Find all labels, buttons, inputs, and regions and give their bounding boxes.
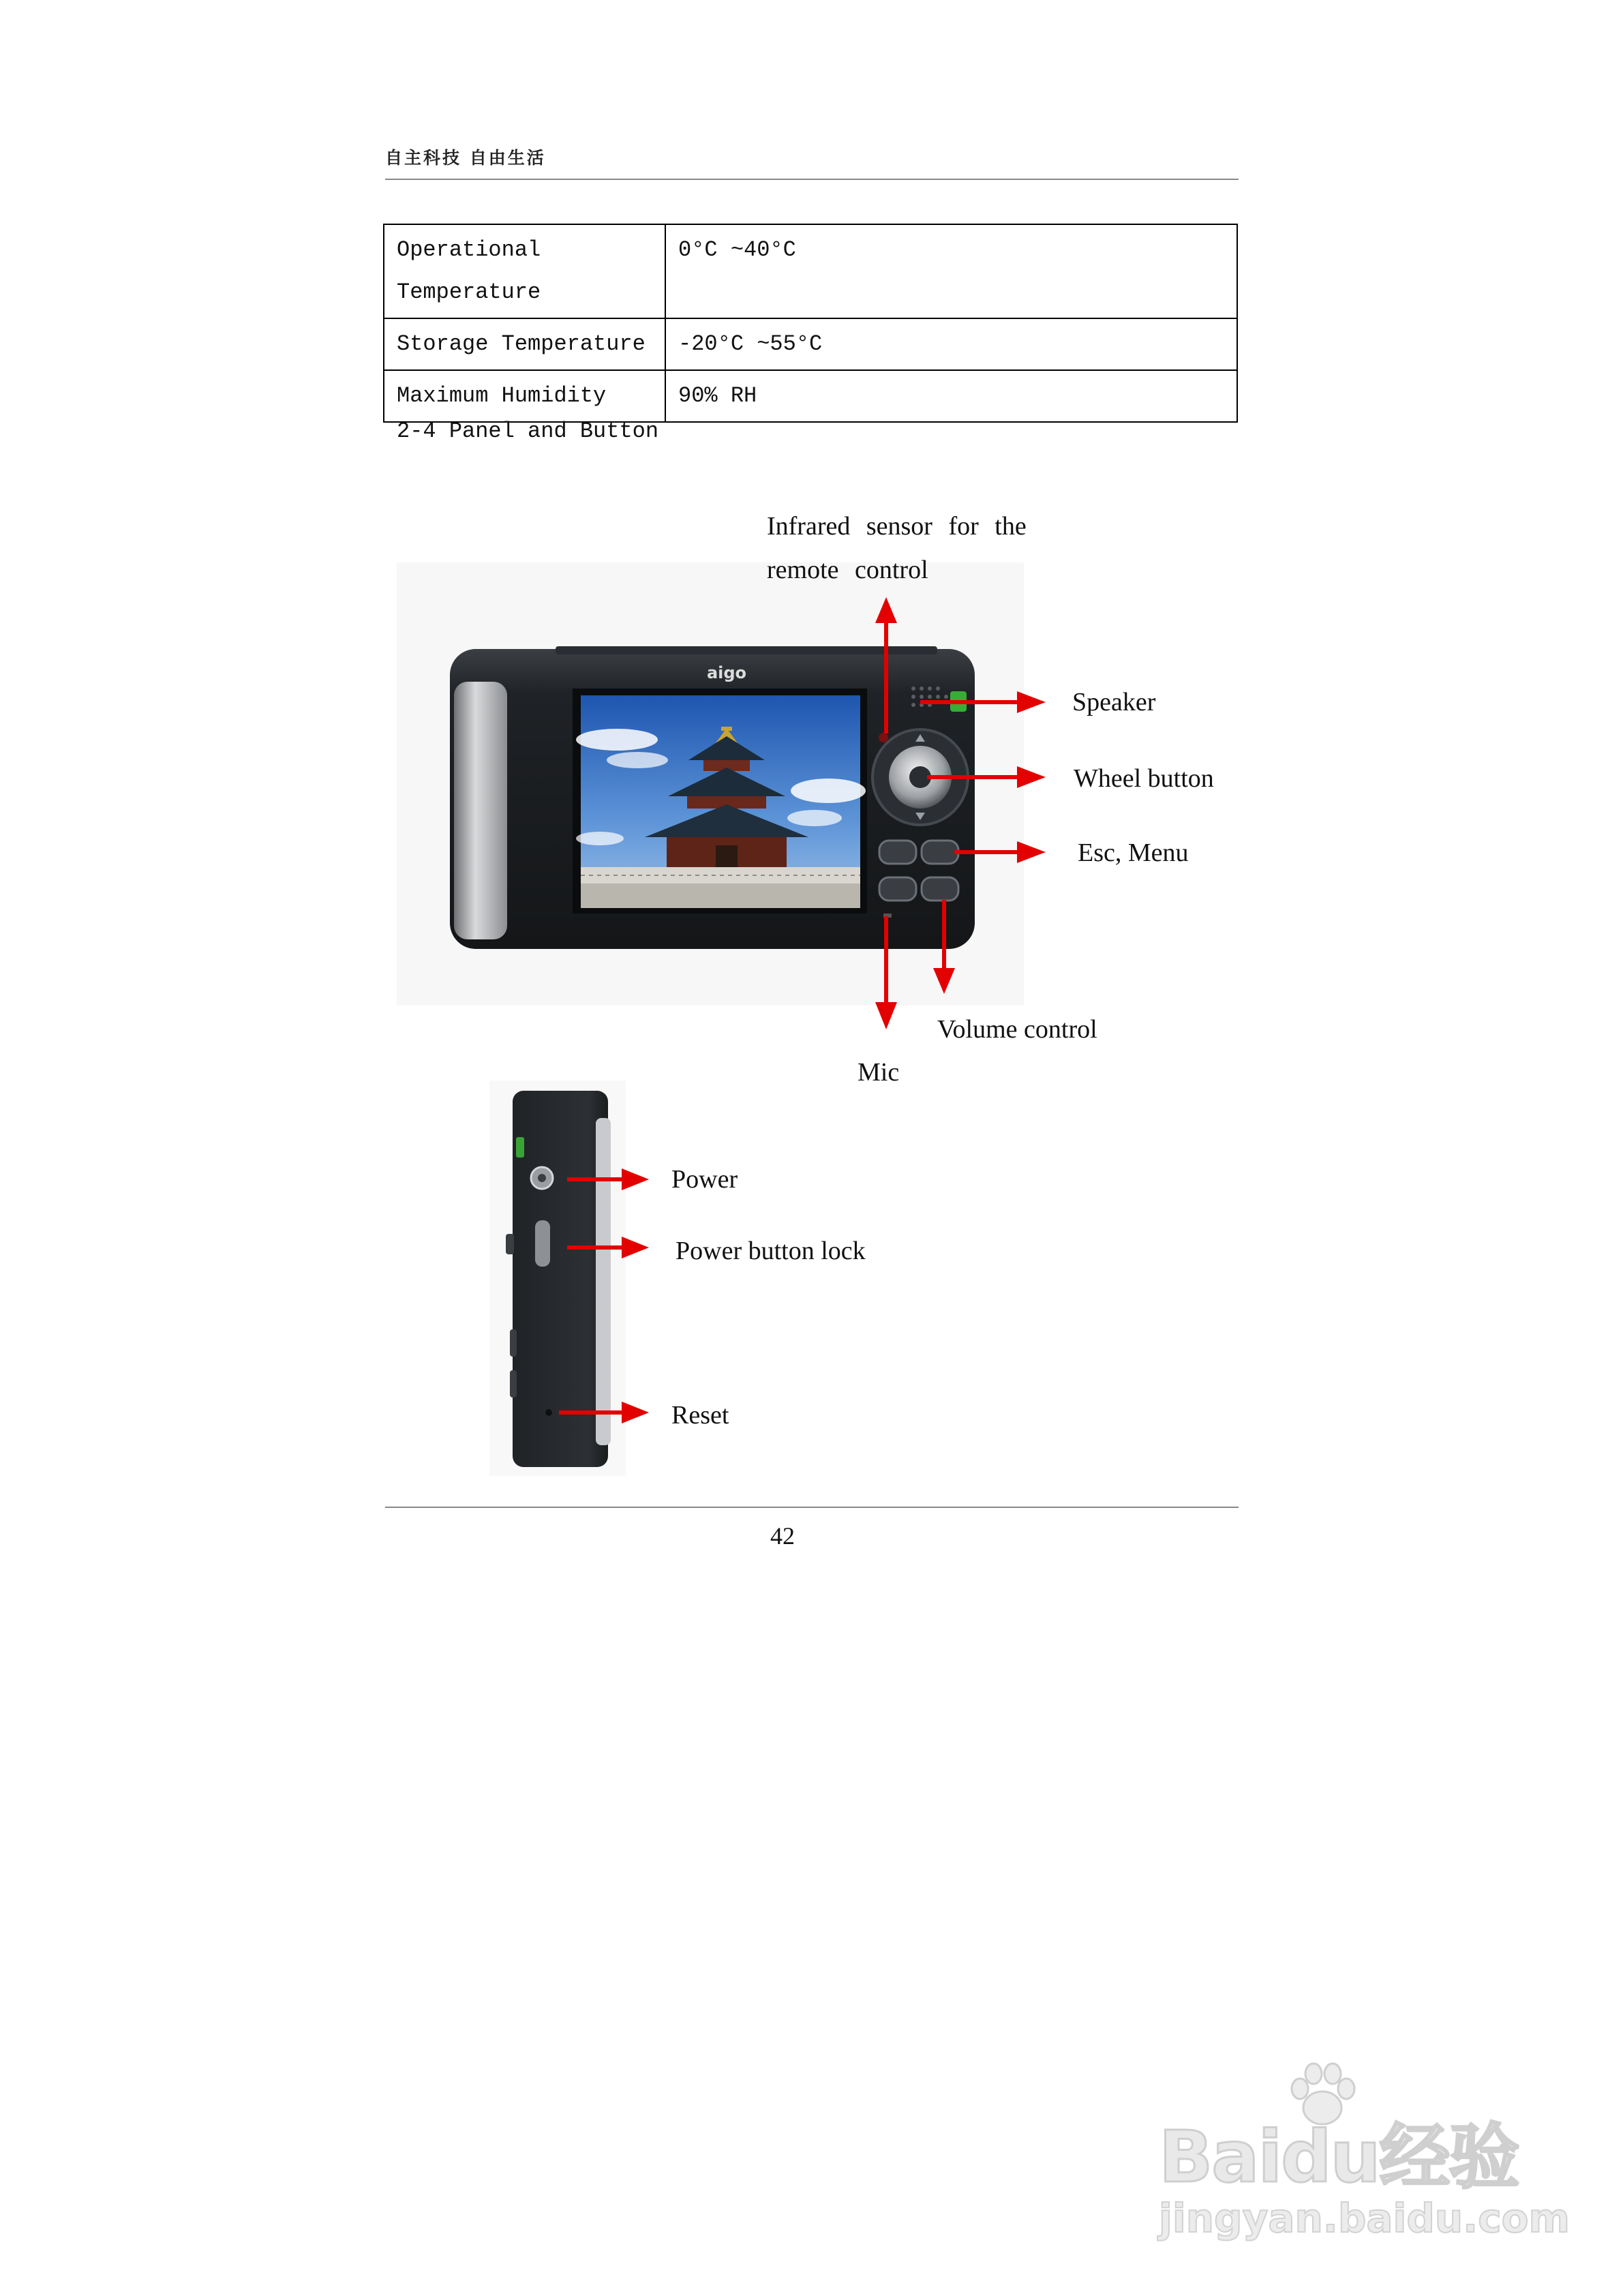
header-slogan: 自主科技 自由生活 xyxy=(385,148,546,168)
baidu-watermark xyxy=(1159,2059,1570,2256)
label-mic: Mic xyxy=(858,1058,900,1087)
watermark-brand: Baidu经验 xyxy=(1159,2115,1519,2199)
watermark-url: jingyan.baidu.com xyxy=(1159,2195,1570,2241)
spec-value: 0°C ~40°C xyxy=(665,224,1237,318)
volume-up-button xyxy=(922,877,958,901)
infrared-sensor xyxy=(879,733,888,742)
device-front-view xyxy=(450,646,975,949)
label-reset: Reset xyxy=(671,1401,729,1430)
screen-image xyxy=(576,695,866,908)
power-lock-switch xyxy=(535,1220,550,1267)
page-number: 42 xyxy=(770,1522,795,1550)
label-speaker: Speaker xyxy=(1072,688,1156,716)
label-power: Power xyxy=(671,1165,738,1194)
label-infrared-sensor: Infrared sensor for the remote control xyxy=(767,512,1027,584)
label-volume-control: Volume control xyxy=(937,1015,1097,1044)
volume-down-button xyxy=(879,877,916,901)
menu-button xyxy=(922,841,958,864)
spec-key: Storage Temperature xyxy=(384,318,665,370)
spec-key: Maximum Humidity xyxy=(384,370,665,422)
footer-divider xyxy=(385,1507,1239,1508)
brand-logo: aigo xyxy=(706,663,747,682)
side-grip-edge xyxy=(596,1118,611,1445)
spec-value: 90% RH xyxy=(665,370,1237,422)
section-title: 2-4 Panel and Button xyxy=(397,419,659,444)
spec-value: -20°C ~55°C xyxy=(665,318,1237,370)
label-esc-menu: Esc, Menu xyxy=(1078,839,1189,867)
spec-key: Operational Temperature xyxy=(384,224,665,318)
reset-hole xyxy=(545,1409,552,1416)
device-grip xyxy=(454,682,507,939)
label-power-button-lock: Power button lock xyxy=(676,1237,866,1265)
esc-button xyxy=(879,841,916,864)
label-wheel-button: Wheel button xyxy=(1074,764,1214,793)
